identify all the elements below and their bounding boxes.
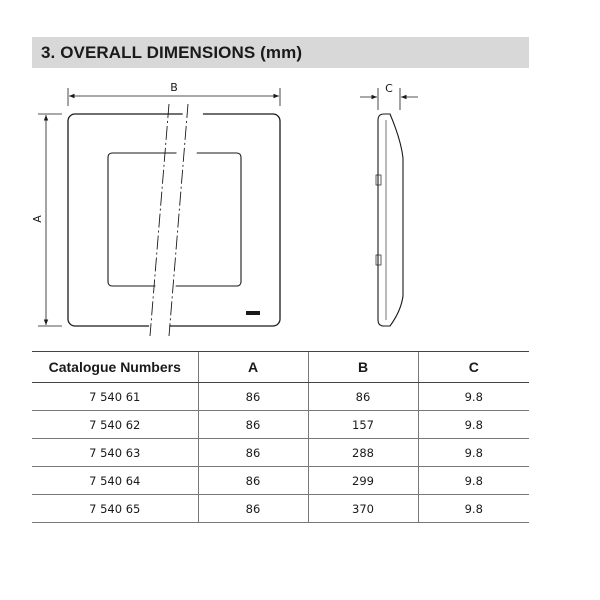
header-c: C bbox=[418, 352, 529, 383]
table-row bbox=[32, 383, 529, 411]
cell-b: 157 bbox=[308, 411, 418, 439]
side-view-profile bbox=[376, 114, 403, 326]
break-lines bbox=[148, 104, 204, 336]
header-a: A bbox=[198, 352, 308, 383]
dimensions-table bbox=[32, 351, 529, 523]
cell-catalogue: 7 540 61 bbox=[32, 383, 198, 411]
table-header-row bbox=[32, 352, 529, 383]
cell-c: 9.8 bbox=[418, 439, 529, 467]
dimension-c bbox=[360, 82, 418, 110]
cell-b: 288 bbox=[308, 439, 418, 467]
cell-catalogue: 7 540 64 bbox=[32, 467, 198, 495]
dimension-b bbox=[68, 81, 280, 106]
section-title: 3. OVERALL DIMENSIONS (mm) bbox=[41, 42, 303, 62]
table-row bbox=[32, 467, 529, 495]
cell-c: 9.8 bbox=[418, 467, 529, 495]
cell-c: 9.8 bbox=[418, 495, 529, 523]
dimension-a bbox=[31, 114, 62, 326]
header-b: B bbox=[308, 352, 418, 383]
dimension-label-b: B bbox=[170, 81, 178, 94]
cell-a: 86 bbox=[198, 495, 308, 523]
table-row bbox=[32, 411, 529, 439]
brand-logo-icon bbox=[246, 311, 260, 315]
dimension-label-c: C bbox=[385, 82, 393, 95]
cell-catalogue: 7 540 63 bbox=[32, 439, 198, 467]
dimension-label-a: A bbox=[31, 215, 44, 223]
cell-a: 86 bbox=[198, 439, 308, 467]
header-catalogue-numbers: Catalogue Numbers bbox=[32, 352, 198, 383]
cell-a: 86 bbox=[198, 411, 308, 439]
cell-a: 86 bbox=[198, 467, 308, 495]
table-row bbox=[32, 439, 529, 467]
cell-c: 9.8 bbox=[418, 383, 529, 411]
cell-b: 299 bbox=[308, 467, 418, 495]
table-row bbox=[32, 495, 529, 523]
cell-catalogue: 7 540 65 bbox=[32, 495, 198, 523]
cell-c: 9.8 bbox=[418, 411, 529, 439]
cell-b: 370 bbox=[308, 495, 418, 523]
cell-b: 86 bbox=[308, 383, 418, 411]
cell-a: 86 bbox=[198, 383, 308, 411]
cell-catalogue: 7 540 62 bbox=[32, 411, 198, 439]
